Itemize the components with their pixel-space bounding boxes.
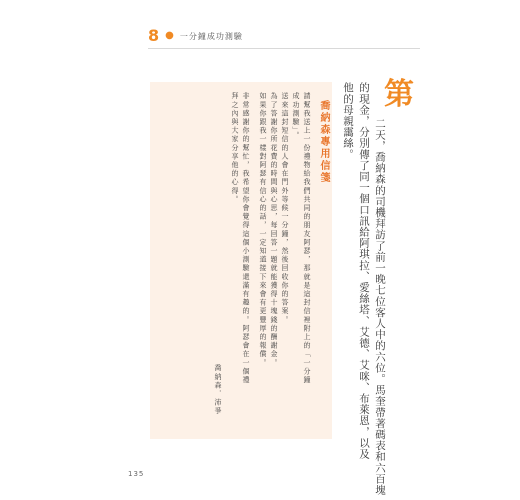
letter-line-1: 請幫我送上一份禮物給我們共同的朋友阿瑟，那就是這封信裡附上的「一分鐘 — [303, 92, 311, 385]
narrative-line-1: 二天，喬納森的司機拜訪了前一晚七位客人中的六位。馬奎帶著碼表和六百塊 — [374, 118, 386, 496]
letter-line-7: 拜之內與大家分享他的心得。 — [231, 92, 239, 204]
letter-line-2: 成功測驗」。 — [292, 92, 300, 141]
narrative-text — [340, 82, 388, 496]
chapter-bullet-icon: ● — [165, 30, 174, 41]
letter-signature: 喬納森．沛爭 — [214, 364, 222, 416]
letter-panel — [150, 82, 332, 439]
page-number: 135 — [128, 470, 145, 478]
letter-title: 喬納森專用信箋 — [318, 100, 329, 184]
chapter-title: 一分鐘成功測驗 — [179, 31, 243, 41]
narrative-line-2: 的現金，分別傳了同一個口訊給阿琪拉、愛絲塔、艾德、艾咪、布萊恩，以及 — [358, 82, 370, 460]
chapter-header — [148, 28, 243, 44]
letter-line-6: 非常感謝你的幫忙，我希望你會覺得這個小測驗還滿有趣的。阿瑟會在一個禮 — [242, 92, 250, 385]
drop-cap: 第 — [384, 77, 414, 112]
narrative-line-3: 他的母親靄絲。 — [342, 82, 354, 160]
letter-body — [160, 92, 330, 422]
letter-line-4: 為了答謝你所花費的時間與心思，每回答一題就能獲得十塊錢的酬謝金。 — [270, 92, 278, 368]
chapter-number: 8 — [148, 26, 160, 45]
letter-line-5: 如果你跟我一樣對阿瑟有信心的話，一定知道接下來會有更豐厚的報償。 — [259, 92, 267, 368]
header-divider — [148, 48, 420, 49]
letter-line-3: 送來這封短信的人會在門外等候一分鐘，然後回收你的答案。 — [281, 92, 289, 325]
